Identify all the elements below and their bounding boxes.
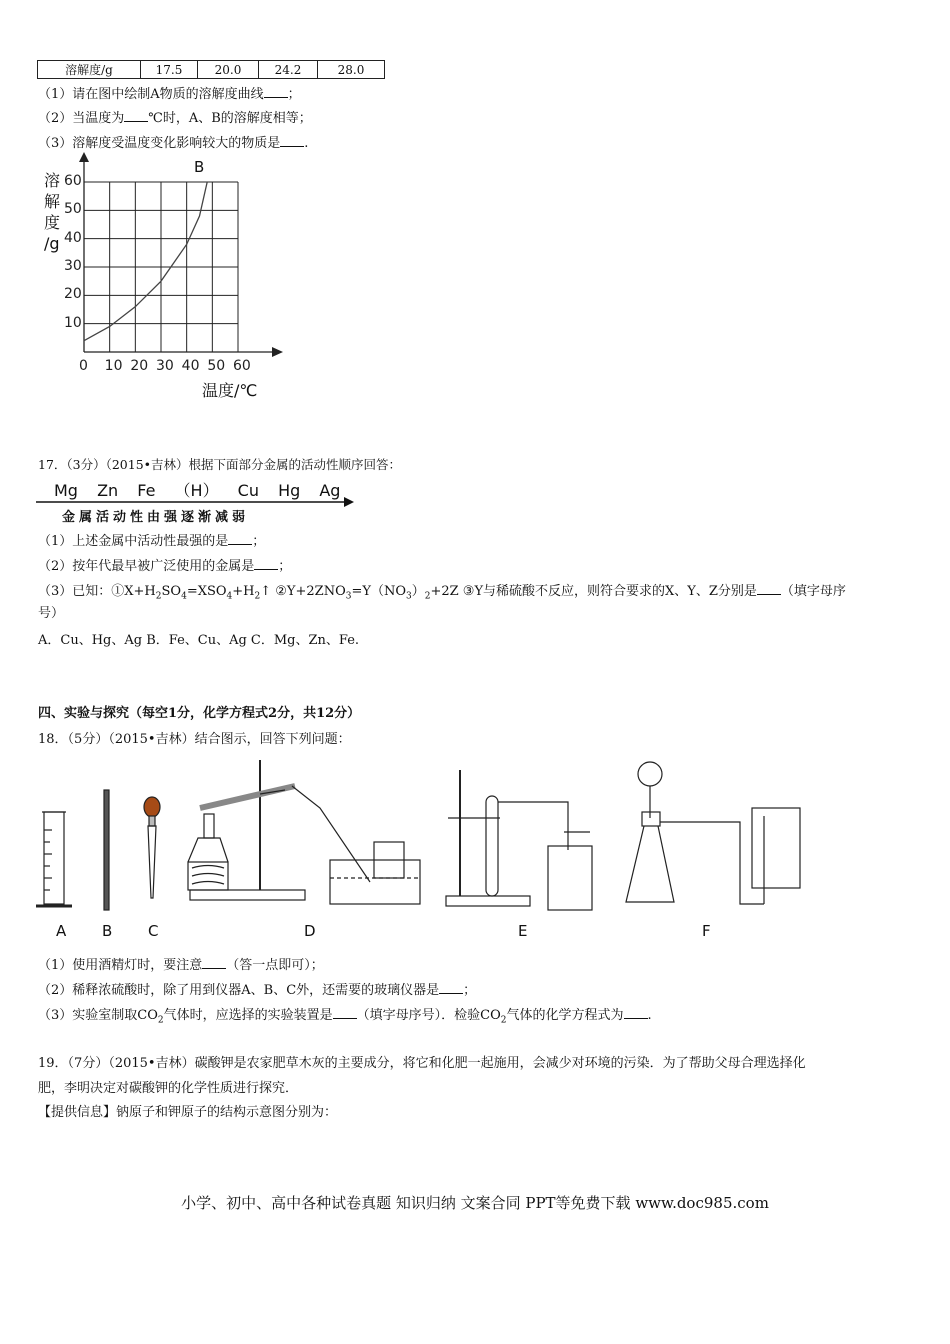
x-tick-label: 10: [104, 358, 123, 374]
metal-zn: Zn: [97, 481, 119, 500]
table-cell: 28.0: [318, 61, 385, 79]
metal-hg: Hg: [278, 481, 301, 500]
answer-blank[interactable]: [228, 531, 252, 545]
dropper-icon: [144, 797, 160, 898]
x-tick-label: 50: [207, 358, 226, 374]
y-tick-label: 30: [64, 258, 82, 274]
table-cell: 24.2: [259, 61, 318, 79]
glass-rod-icon: [104, 790, 109, 910]
x-tick-label: 0: [79, 358, 88, 374]
answer-blank[interactable]: [202, 955, 226, 969]
flask-apparatus-icon: [626, 762, 800, 904]
metal-h: （H）: [174, 481, 219, 500]
solubility-chart: [0, 150, 300, 360]
y-tick-label: 40: [64, 229, 82, 246]
label-d: D: [304, 922, 316, 940]
chart-ylabel: 溶 解 度 /g: [44, 171, 61, 253]
q16-part3: （3）溶解度受温度变化影响较大的物质是 .: [38, 133, 308, 153]
q18-part3: （3）实验室制取$CO_2$气体时，应选择的实验装置是 （填字母序号）．检验$CO_2$气体的化学方程式为 .: [38, 1005, 652, 1030]
q17-part2: （2）按年代最早被广泛使用的金属是 ；: [38, 556, 291, 576]
label-e: E: [518, 922, 528, 940]
y-tick-label: 60: [64, 173, 82, 189]
lab-apparatus-figure: [30, 750, 820, 922]
metal-ag: Ag: [319, 481, 341, 500]
y-tick-label: 50: [64, 201, 82, 218]
y-axis-arrow: [79, 152, 89, 162]
q17-part3: （3）已知：$①X+H_2SO_4=XSO_4+H_2↑$ $②Y+2ZNO_3=Y(NO_3)_2+2Z$ ③Y与稀硫酸不反应，则符合要求的X、Y、Z分别是 （填字母序: [38, 581, 846, 606]
q17-part3-cont: 号）: [38, 606, 65, 621]
answer-blank[interactable]: [254, 556, 278, 570]
answer-blank[interactable]: [333, 1005, 357, 1019]
series-line-b: [84, 182, 207, 341]
answer-blank[interactable]: [624, 1005, 648, 1019]
section-heading: 四、实验与探究（每空1分，化学方程式2分，共12分）: [38, 706, 361, 721]
q16-part2: （2）当温度为 ℃时，A、B的溶解度相等；: [38, 108, 312, 128]
metal-fe: Fe: [137, 481, 156, 500]
x-tick-label: 60: [233, 358, 251, 374]
q17-stem: 17．（3分）（2015•吉林）根据下面部分金属的活动性顺序回答：: [38, 457, 402, 472]
page-footer: 小学、初中、高中各种试卷真题 知识归纳 文案合同 PPT等免费下载 www.doc985.com: [181, 1194, 769, 1212]
solubility-table: [37, 60, 385, 79]
heating-apparatus-icon: [188, 760, 420, 904]
test-tube-apparatus-icon: [446, 770, 592, 910]
q17-part1: （1）上述金属中活动性最强的是 ；: [38, 531, 265, 551]
x-tick-label: 20: [130, 358, 149, 374]
answer-blank[interactable]: [264, 84, 288, 98]
answer-blank[interactable]: [124, 108, 148, 122]
q18-part2: （2）稀释浓硫酸时，除了用到仪器A、B、C外，还需要的玻璃仪器是 ；: [38, 980, 476, 1000]
q17-options: A．Cu、Hg、Ag B．Fe、Cu、Ag C．Mg、Zn、Fe.: [38, 633, 360, 648]
label-a: A: [56, 922, 67, 940]
q19-line2: 肥，李明决定对碳酸钾的化学性质进行探究．: [38, 1081, 299, 1096]
answer-blank[interactable]: [280, 133, 304, 147]
q18-stem: 18．（5分）（2015•吉林）结合图示，回答下列问题：: [38, 732, 351, 747]
answer-blank[interactable]: [757, 581, 781, 595]
table-row-label: 溶解度/g: [38, 61, 141, 79]
y-tick-label: 20: [64, 286, 82, 303]
label-b: B: [102, 922, 113, 940]
answer-blank[interactable]: [439, 980, 463, 994]
q19-info: 【提供信息】钠原子和钾原子的结构示意图分别为：: [38, 1105, 338, 1120]
metal-mg: Mg: [54, 481, 78, 500]
chart-xlabel: 温度/℃: [202, 381, 258, 400]
metal-cu: Cu: [237, 481, 259, 500]
table-cell: 20.0: [198, 61, 259, 79]
y-tick-label: 10: [64, 314, 82, 331]
graduated-cylinder-icon: [36, 812, 72, 906]
label-c: C: [148, 922, 159, 940]
table-row: [38, 61, 385, 79]
label-f: F: [702, 922, 711, 940]
table-cell: 17.5: [141, 61, 198, 79]
q16-part1: （1）请在图中绘制A物质的溶解度曲线 ；: [38, 84, 301, 104]
series-label-b: B: [194, 158, 205, 176]
x-axis-arrow: [272, 347, 283, 357]
activity-caption: 金属活动性由强逐渐减弱: [62, 510, 250, 525]
x-tick-label: 40: [181, 358, 200, 374]
q19-line1: 19．（7分）（2015•吉林）碳酸钾是农家肥草木灰的主要成分，将它和化肥一起施用，会减少对环境的污染．为了帮助父母合理选择化: [38, 1056, 806, 1071]
x-tick-label: 30: [156, 358, 174, 374]
q18-part1: （1）使用酒精灯时，要注意 （答一点即可）；: [38, 955, 324, 975]
